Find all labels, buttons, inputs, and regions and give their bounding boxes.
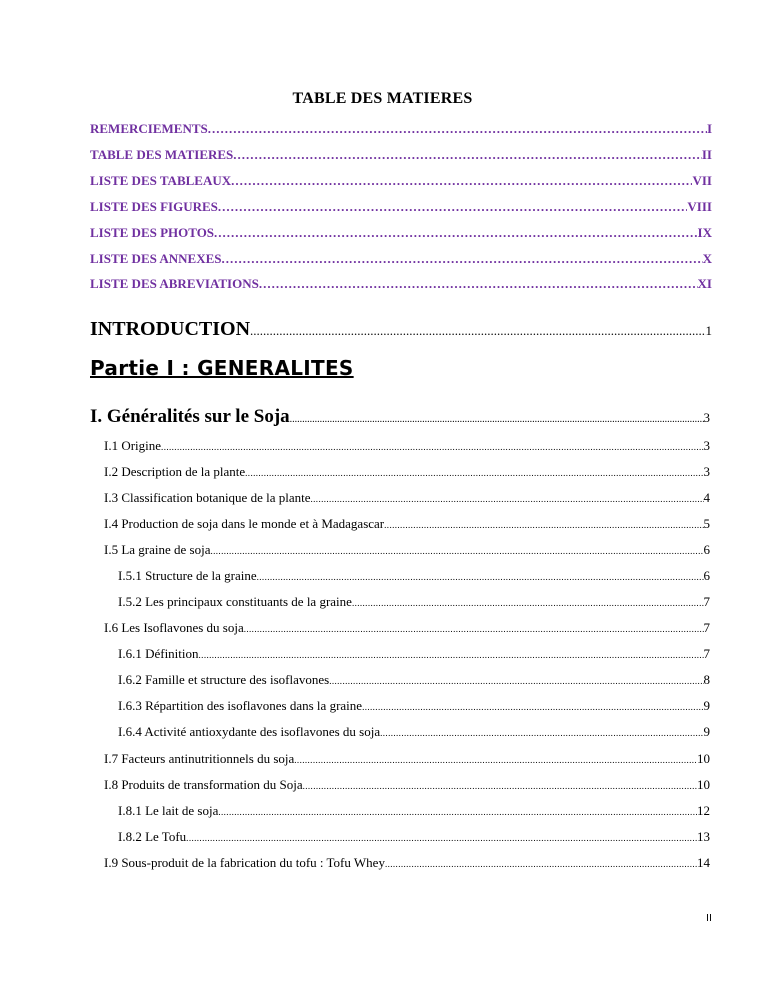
- toc-entry-label: LISTE DES TABLEAUX: [90, 173, 232, 188]
- toc-entry-label: REMERCIEMENTS: [90, 121, 208, 136]
- toc-entry-1-6-3[interactable]: [118, 697, 710, 715]
- toc-entry-label: I.9 Sous-produit de la fabrication du tofu : Tofu Whey: [104, 855, 385, 870]
- dot-leader: [218, 803, 697, 820]
- toc-entry-page: I: [706, 121, 712, 136]
- toc-entry-label: I.4 Production de soja dans le monde et à Madagascar: [104, 516, 385, 531]
- dot-leader: [257, 568, 704, 585]
- toc-entry-label: I.6.1 Définition: [118, 646, 199, 661]
- toc-entry-liste-des-figures[interactable]: [90, 198, 712, 215]
- toc-entry-page: 10: [697, 751, 710, 766]
- dot-leader: [244, 620, 704, 637]
- toc-entry-1-6-4[interactable]: [118, 723, 710, 741]
- toc-entry-page: XI: [697, 276, 712, 291]
- toc-entry-label: I.7 Facteurs antinutritionnels du soja: [104, 751, 295, 766]
- toc-entry-1-2[interactable]: [104, 463, 710, 481]
- toc-entry-page: 9: [703, 724, 710, 739]
- dot-leader: [231, 172, 692, 189]
- toc-entry-page: VIII: [687, 199, 712, 214]
- toc-entry-1-9[interactable]: [104, 854, 710, 872]
- toc-entry-label: I.1 Origine: [104, 438, 162, 453]
- toc-entry-1-6-1[interactable]: [118, 645, 710, 663]
- toc-entry-page: 10: [697, 777, 710, 792]
- toc-entry-1-8[interactable]: [104, 776, 710, 794]
- toc-entry-page: 1: [705, 323, 712, 338]
- dot-leader: [199, 646, 704, 663]
- dot-leader: [259, 275, 698, 292]
- toc-entry-liste-des-annexes[interactable]: [90, 250, 712, 267]
- dot-leader: [186, 829, 697, 846]
- toc-entry-page: 13: [697, 829, 710, 844]
- toc-entry-label: LISTE DES ABREVIATIONS: [90, 276, 259, 291]
- toc-entry-page: 8: [703, 672, 710, 687]
- page-number: II: [706, 913, 712, 924]
- dot-leader: [352, 594, 704, 611]
- toc-entry-page: 3: [703, 438, 710, 453]
- dot-leader: [218, 198, 688, 215]
- toc-entry-label: LISTE DES PHOTOS: [90, 225, 215, 240]
- toc-entry-1-5-1[interactable]: [118, 567, 710, 585]
- toc-entry-page: 4: [703, 490, 710, 505]
- dot-leader: [362, 698, 703, 715]
- part-heading: Partie I : GENERALITES: [90, 356, 354, 380]
- toc-entry-label: I.8 Produits de transformation du Soja: [104, 777, 303, 792]
- toc-entry-remerciements[interactable]: [90, 120, 712, 137]
- toc-entry-page: 7: [703, 594, 710, 609]
- toc-entry-1-6-2[interactable]: [118, 671, 710, 689]
- toc-entry-1-8-1[interactable]: [118, 802, 710, 820]
- toc-entry-1-8-2[interactable]: [118, 828, 710, 846]
- dot-leader: [233, 146, 702, 163]
- toc-entry-label: I. Généralités sur le Soja: [90, 406, 290, 427]
- dot-leader: [380, 724, 703, 741]
- toc-entry-label: I.3 Classification botanique de la plante: [104, 490, 311, 505]
- toc-entry-page: 5: [703, 516, 710, 531]
- toc-entry-label: INTRODUCTION: [90, 318, 251, 340]
- toc-entry-page: 3: [703, 464, 710, 479]
- toc-entry-label: I.6.2 Famille et structure des isoflavones: [118, 672, 330, 687]
- dot-leader: [384, 516, 703, 533]
- toc-entry-liste-des-photos[interactable]: [90, 224, 712, 241]
- toc-entry-page: IX: [697, 225, 712, 240]
- toc-entry-introduction[interactable]: [90, 316, 712, 342]
- toc-entry-label: I.5 La graine de soja: [104, 542, 211, 557]
- dot-leader: [222, 250, 703, 267]
- toc-entry-label: I.8.2 Le Tofu: [118, 829, 187, 844]
- toc-entry-label: I.2 Description de la plante: [104, 464, 246, 479]
- dot-leader: [290, 407, 704, 430]
- toc-entry-label: LISTE DES ANNEXES: [90, 251, 222, 266]
- toc-entry-page: 14: [697, 855, 710, 870]
- toc-entry-label: I.6 Les Isoflavones du soja: [104, 620, 244, 635]
- toc-entry-label: I.5.1 Structure de la graine: [118, 568, 257, 583]
- toc-entry-label: I.5.2 Les principaux constituants de la graine: [118, 594, 352, 609]
- toc-entry-1-6[interactable]: [104, 619, 710, 637]
- dot-leader: [161, 438, 703, 455]
- toc-entry-1-4[interactable]: [104, 515, 710, 533]
- dot-leader: [208, 120, 707, 137]
- toc-entry-page: II: [701, 147, 712, 162]
- toc-entry-1-3[interactable]: [104, 489, 710, 507]
- dot-leader: [303, 777, 697, 794]
- toc-entry-1-5[interactable]: [104, 541, 710, 559]
- toc-entry-1-5-2[interactable]: [118, 593, 710, 611]
- toc-entry-1-7[interactable]: [104, 750, 710, 768]
- toc-entry-label: I.8.1 Le lait de soja: [118, 803, 219, 818]
- toc-entry-page: VII: [692, 173, 712, 188]
- toc-entry-page: 12: [697, 803, 710, 818]
- dot-leader: [250, 318, 705, 342]
- toc-entry-liste-des-abreviations[interactable]: [90, 275, 712, 292]
- dot-leader: [294, 751, 697, 768]
- dot-leader: [214, 224, 698, 241]
- toc-entry-page: 9: [703, 698, 710, 713]
- dot-leader: [210, 542, 703, 559]
- toc-entry-table-des-matieres[interactable]: [90, 146, 712, 163]
- toc-entry-label: TABLE DES MATIERES: [90, 147, 234, 162]
- dot-leader: [311, 490, 704, 507]
- page-title: TABLE DES MATIERES: [292, 90, 473, 107]
- toc-entry-label: LISTE DES FIGURES: [90, 199, 218, 214]
- toc-entry-liste-des-tableaux[interactable]: [90, 172, 712, 189]
- toc-entry-page: X: [702, 251, 712, 266]
- toc-entry-section-1[interactable]: [90, 404, 710, 430]
- toc-entry-label: I.6.3 Répartition des isoflavones dans la graine: [118, 698, 363, 713]
- toc-entry-label: I.6.4 Activité antioxydante des isoflavones du soja: [118, 724, 381, 739]
- toc-entry-page: 7: [703, 646, 710, 661]
- dot-leader: [329, 672, 703, 689]
- toc-entry-1-1[interactable]: [104, 437, 710, 455]
- toc-entry-page: 6: [703, 542, 710, 557]
- dot-leader: [385, 855, 697, 872]
- toc-entry-page: 7: [703, 620, 710, 635]
- toc-entry-page: 6: [703, 568, 710, 583]
- toc-entry-page: 3: [703, 410, 710, 425]
- dot-leader: [245, 464, 703, 481]
